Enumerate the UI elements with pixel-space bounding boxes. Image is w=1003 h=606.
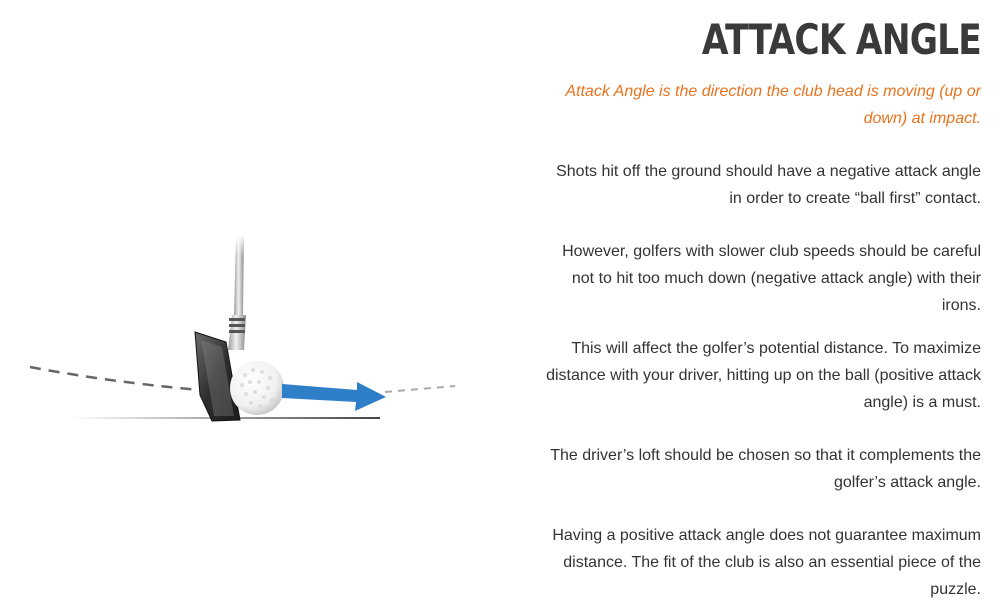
direction-arrow [282, 382, 386, 411]
paragraph-4: The driver’s loft should be chosen so that it complements the golfer’s attack angle. [550, 447, 981, 491]
attack-angle-illustration [0, 220, 480, 440]
paragraph-1: Shots hit off the ground should have a negative attack angle in order to create “ball first” contact. [556, 163, 981, 207]
page-title: ATTACK ANGLE [701, 15, 981, 64]
subtitle: Attack Angle is the direction the club head is moving (up or down) at impact. [565, 83, 981, 127]
swing-path-descending [30, 367, 200, 390]
swing-path-ascending [385, 386, 455, 392]
text-content [541, 0, 981, 603]
paragraph-5: Having a positive attack angle does not guarantee maximum distance. The fit of the club is also an essential piece of the puzzle. [552, 527, 981, 598]
golf-ball [230, 361, 284, 415]
paragraph-3: This will affect the golfer’s potential distance. To maximize distance with your driver, hitting up on the ball (positive attack angle) is a must. [546, 340, 981, 411]
paragraph-2: However, golfers with slower club speeds should be careful not to hit too much down (negative attack angle) with their irons. [562, 243, 981, 314]
